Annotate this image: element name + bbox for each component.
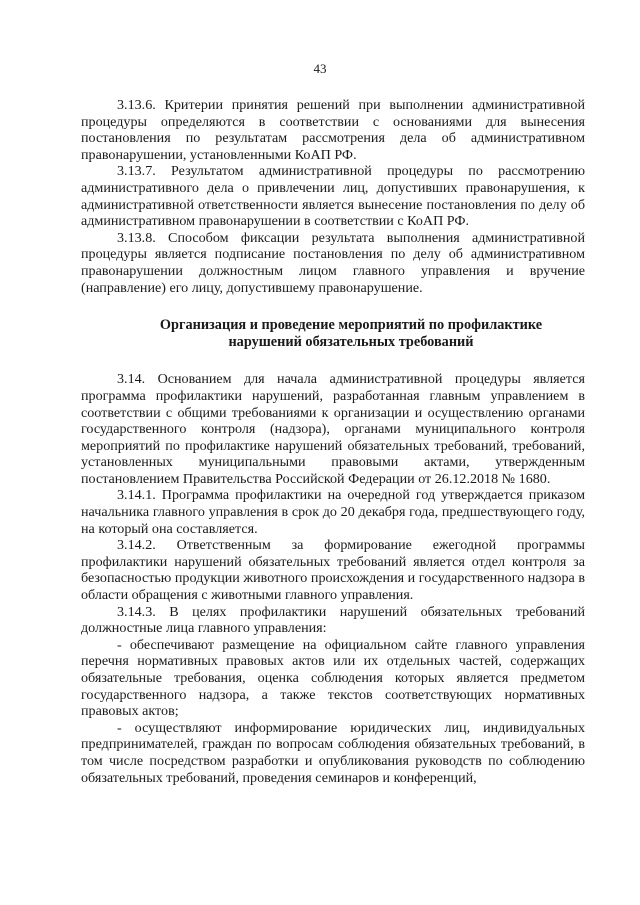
section-heading xyxy=(81,317,585,350)
list-item-publication: - обеспечивают размещение на официальном сайте главного управления перечня нормативных правовых актов или их отдельных частей, содержащих обязательные требования, оценка соблюдения которых является предметом государственного надзора, а также текстов соответствующих нормативных правовых актов; xyxy=(81,636,585,720)
paragraph-3-14-2: 3.14.2. Ответственным за формирование ежегодной программы профилактики нарушений обязательных требований является отдел контроля за безопасностью продукции животного происхождения и государственного надзора в области обращения с животными главного управления. xyxy=(81,537,585,604)
spacer xyxy=(81,296,585,317)
section-heading-line-1: Организация и проведение мероприятий по профилактике xyxy=(159,317,543,334)
paragraph-3-13-7: 3.13.7. Результатом административной процедуры по рассмотрению административного дела о привлечении лиц, допустивших правонарушения, к административной ответственности является вынесение постановления по делу об административном правонарушении в соответствии с КоАП РФ. xyxy=(81,163,585,230)
paragraph-3-13-6: 3.13.6. Критерии принятия решений при выполнении административной процедуры определяются в соответствии с основаниями для вынесения постановления по результатам рассмотрения дела об административном правонарушении, установленными КоАП РФ. xyxy=(81,97,585,163)
paragraph-3-14-1: 3.14.1. Программа профилактики на очередной год утверждается приказом начальника главного управления в срок до 20 декабря года, предшествующего году, на который она составляется. xyxy=(81,487,585,537)
list-item-informing: - осуществляют информирование юридических лиц, индивидуальных предпринимателей, граждан по вопросам соблюдения обязательных требований, в том числе посредством разработки и опубликования руководств по соблюдению обязательных требований, проведения семинаров и конференций, xyxy=(81,719,585,786)
paragraph-3-14-3: 3.14.3. В целях профилактики нарушений обязательных требований должностные лица главного управления: xyxy=(81,603,585,637)
paragraph-3-13-8: 3.13.8. Способом фиксации результата выполнения административной процедуры является подписание постановления по делу об административном правонарушении должностным лицом главного управления и вручение (направление) его лицу, допустившему правонарушение. xyxy=(81,229,585,296)
section-heading-line-2: нарушений обязательных требований xyxy=(228,333,474,350)
spacer xyxy=(81,350,585,371)
document-body xyxy=(81,97,585,786)
paragraph-3-14: 3.14. Основанием для начала административной процедуры является программа профилактики нарушений, разработанная главным управлением в соответствии с общими требованиями к организации и осуществлению органами государственного контроля (надзора), органами муниципального контроля мероприятий по профилактике нарушений обязательных требований, требований, установленных муниципальными правовыми актами, утвержденным постановлением Правительства Российской Федерации от 26.12.2018 № 1680. xyxy=(81,371,585,487)
page-number: 43 xyxy=(313,61,327,76)
